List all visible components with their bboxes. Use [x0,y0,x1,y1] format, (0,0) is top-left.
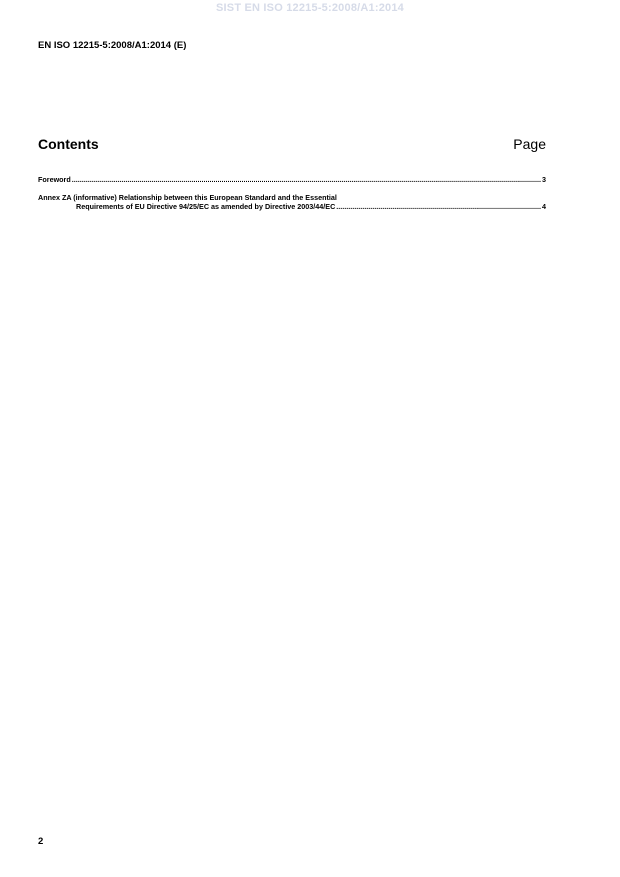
toc-entry-foreword[interactable] [38,175,546,185]
toc-entry-title-continuation: Requirements of EU Directive 94/25/EC as amended by Directive 2003/44/EC [76,202,336,211]
toc-entry-annex-za[interactable] [38,193,546,212]
document-identifier: EN ISO 12215-5:2008/A1:2014 (E) [38,40,187,51]
table-of-contents [38,175,546,220]
dot-leader [72,175,541,185]
toc-entry-title: Foreword [38,175,71,184]
toc-line [38,193,546,203]
page-number: 2 [38,836,44,847]
watermark: SIST EN ISO 12215-5:2008/A1:2014 [215,2,404,14]
toc-entry-title: Annex ZA (informative) Relationship between this European Standard and the Essential [38,192,337,202]
contents-title: Contents [38,136,99,152]
contents-header [38,136,546,152]
toc-line [38,175,546,185]
toc-page-number: 4 [542,202,546,211]
toc-line-continuation [38,202,546,212]
toc-page-number: 3 [542,175,546,184]
dot-leader [336,202,541,212]
page-column-label: Page [513,136,546,152]
